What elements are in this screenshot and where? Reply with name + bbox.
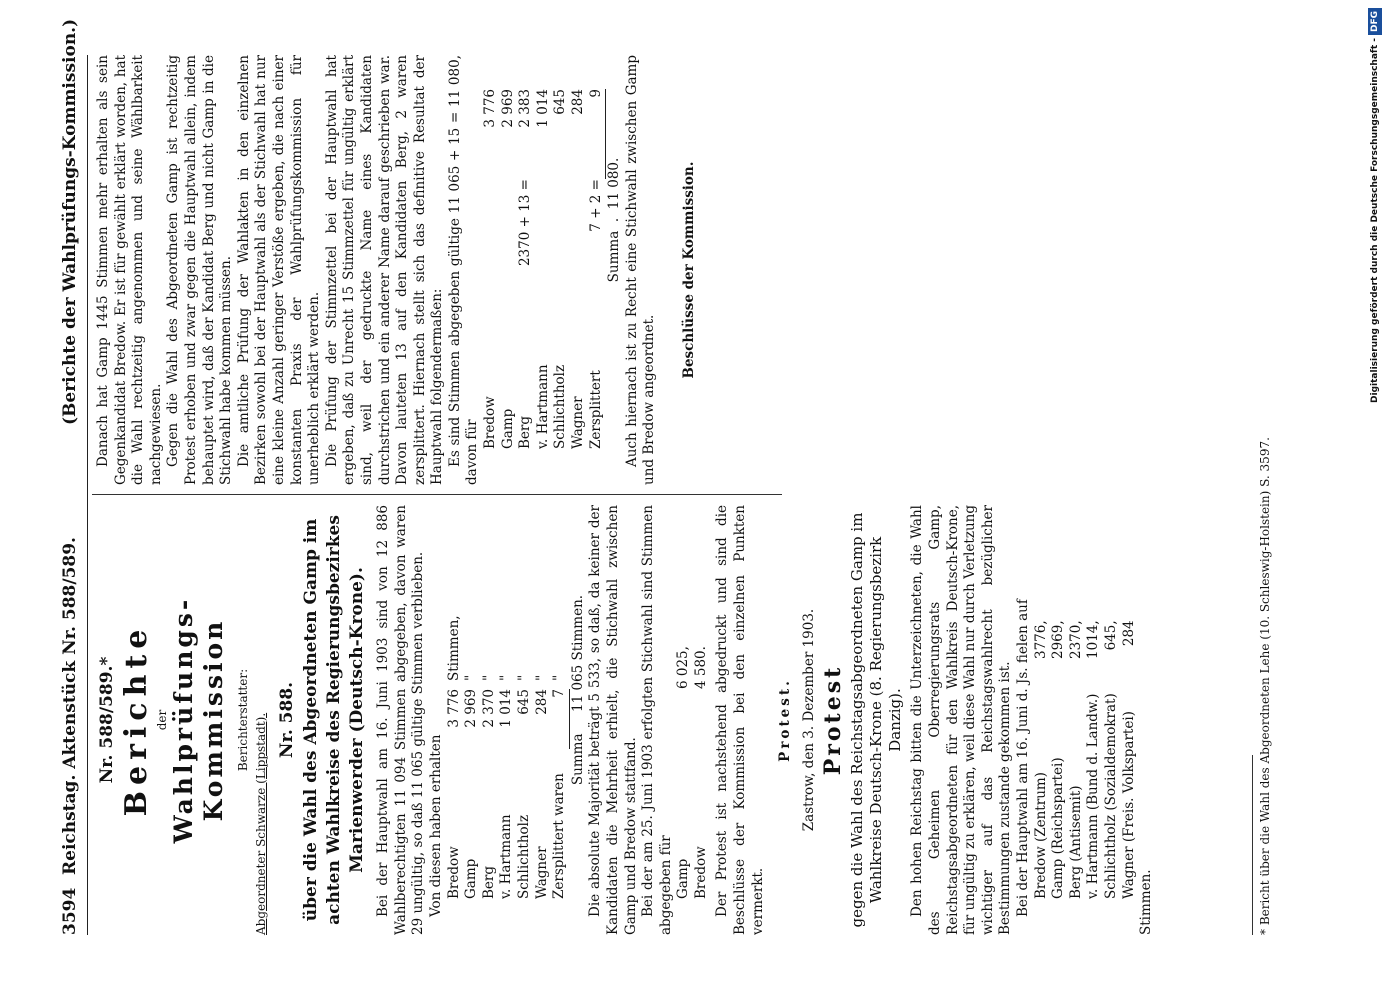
runoff-table <box>675 646 710 899</box>
commission-title: Wahlprüfungs-Kommission <box>169 596 228 844</box>
vote2-value: 2969, <box>1050 620 1067 659</box>
table-row <box>1068 620 1086 899</box>
stimmen-word: Stimmen. <box>1138 869 1155 935</box>
right-column <box>95 55 699 485</box>
vote2-name: Schlichtholz (Sozialdemokrat) <box>1102 693 1119 899</box>
table-row <box>552 89 570 449</box>
vote2-name: v. Hartmann (Bund d. Landw.) <box>1085 693 1102 899</box>
vote-unit: " <box>480 674 497 681</box>
vote3-value: 1 014 <box>534 89 551 128</box>
vote3-value: 2 969 <box>499 89 516 128</box>
table-row <box>1050 620 1068 899</box>
table-row <box>516 615 534 899</box>
vote-name: Zersplittert waren <box>551 773 568 899</box>
table-row <box>498 615 516 899</box>
beschluesse-heading: Beschlüsse der Kommission. <box>681 161 697 379</box>
paragraph-abgegeben: Es sind Stimmen abgegeben gültige 11 065 + 15 = 11 080, davon für <box>446 55 481 485</box>
vote-unit: " <box>533 674 550 681</box>
vote3-name: Gamp <box>499 408 516 449</box>
doc-number: Nr. 588/589.* <box>97 656 117 784</box>
table-row <box>675 646 693 899</box>
vote2-value: 2370, <box>1067 620 1084 659</box>
sum-label-right: Summa <box>606 230 623 283</box>
table-row <box>588 89 606 449</box>
paragraph-fielen: Bei der Hauptwahl am 16. Juni d. Js. fielen auf <box>1015 599 1031 917</box>
protest-heading: Protest. <box>777 678 794 762</box>
vote3-name: Zersplittert <box>587 370 604 449</box>
vote3-value: 9 <box>588 89 606 179</box>
table-row <box>463 615 481 899</box>
vote-unit: " <box>551 674 568 681</box>
vote3-calc <box>500 179 518 299</box>
paragraph-gegen: Gegen die Wahl des Abgeordneten Gamp ist rechtzeitig Protest erhoben und zwar gegen die Hauptwahl allein, indem behauptet wird, daß der Kandidat Berg und nicht Gamp in die Stichwahl habe kommen müssen. <box>165 55 235 485</box>
vote3-value: 284 <box>570 89 587 115</box>
vote2-value: 1014, <box>1085 620 1102 659</box>
vote-name: Berg <box>480 865 497 899</box>
vote2-name: Berg (Antisemit) <box>1067 785 1084 899</box>
paragraph-majoritaet: Die absolute Majorität beträgt 5 533, so daß, da keiner der Kandidaten die Mehrheit erhielt, die Stichwahl zwischen Gamp und Bredow stattfand. <box>587 505 639 935</box>
sum-value: 11 065 Stimmen. <box>569 594 586 713</box>
rapporteur-label: Berichterstatter: <box>236 668 250 772</box>
vote2-name: Bredow (Zentrum) <box>1032 772 1049 899</box>
vote-value: 2 370 <box>480 689 497 728</box>
subject-line: über die Wahl des Abgeordneten Gamp im achten Wahlkreise des Regierungsbezirkes Marienwerder (Deutsch-Krone). <box>301 515 368 925</box>
doc-title: Berichte <box>119 623 154 817</box>
vote-name: Bredow <box>445 846 462 899</box>
protest-subtitle: gegen die Wahl des Reichstagsabgeordneten Gamp im Wahlkreise Deutsch-Krone (8. Regierungsbezirk Danzig). <box>848 512 905 928</box>
paragraph-pruefung: Die amtliche Prüfung der Wahlakten in den einzelnen Bezirken sowohl bei der Hauptwahl als der Stichwahl hat nur eine kleine Anzahl geringer Verstöße ergeben, die nach einer konstanten Praxis der Wahlprüfungskommission für unerheblich erklärt werden. <box>235 55 323 485</box>
vote-unit: Stimmen, <box>445 615 462 681</box>
vote3-calc <box>482 179 500 299</box>
vote3-name: Berg <box>517 415 534 449</box>
vote3-value: 645 <box>552 89 569 115</box>
page-number: 3594 <box>60 887 80 935</box>
vote-unit: " <box>463 674 480 681</box>
vote3-calc <box>570 179 588 299</box>
vote2-value: 3776, <box>1032 620 1049 659</box>
rapporteur-name: Abgeordneter Schwarze (Lippstadt). <box>253 712 268 935</box>
vote2-value: 645, <box>1102 620 1119 651</box>
nr-588: Nr. 588. <box>277 681 298 759</box>
column-rule <box>92 494 782 495</box>
paragraph-danach: Danach hat Gamp 1445 Stimmen mehr erhalten als sein Gegenkandidat Bredow. Er ist für gewählt erklärt worden, hat die Wahl rechtzeitig angenommen und seine Wählbarkeit nachgewiesen. <box>95 55 164 485</box>
vote3-calc <box>552 179 570 299</box>
vote-value: 2 969 <box>463 689 480 728</box>
footnote: * Bericht über die Wahl des Abgeordneten Lehe (10. Schleswig-Holstein) S. 3597. <box>1258 437 1272 935</box>
running-header <box>60 18 82 935</box>
vote-value: 1 014 <box>498 689 515 728</box>
runoff-value: 6 025, <box>675 646 692 689</box>
paragraph-stimmzettel: Die Prüfung der Stimmzettel bei der Hauptwahl hat ergeben, daß zu Unrecht 15 Stimmzettel für ungültig erklärt sind, weil der gedruckte Name eines Kandidaten durchstrichen und ein anderer Name darauf geschrieben war. Davon lauteten 13 auf den Kandidaten Berg, 2 waren zersplittert. Hiernach stellt sich das definitive Resultat der Hauptwahl folgendermaßen: <box>323 55 446 485</box>
table-row <box>481 615 499 899</box>
table-row <box>482 89 500 449</box>
table-row <box>551 615 569 899</box>
vote-table-2 <box>1033 620 1139 899</box>
vote-value: 284 <box>533 689 550 715</box>
vote-table-1 <box>446 615 570 899</box>
sum-line-3: Summa . 11 080. <box>606 157 623 283</box>
vote3-name: Bredow <box>482 396 499 449</box>
paragraph-erhalten: Von diesen haben erhalten <box>427 734 444 917</box>
vote-name: Wagner <box>533 846 550 899</box>
table-row <box>500 89 518 449</box>
paragraph-petition: Den hohen Reichstag bitten die Unterzeichneten, die Wahl des Geheimen Oberregierungsrats Gamp, Reichstagsabgeordneten für den Wahlkreis Deutsch-Krone, für ungültig zu erklären, weil diese Wahl nur durch Verletzung wichtiger auf das Reichstagswahlrecht bezüglicher Bestimmungen zustande gekommen ist. <box>909 505 1014 935</box>
vote3-value: 3 776 <box>482 89 499 128</box>
runoff-value: 4 580. <box>692 646 709 689</box>
sum-value-right: 11 080. <box>606 157 623 210</box>
header-left: Reichstag. Aktenstück Nr. 588/589. <box>60 537 80 875</box>
vote3-name: Wagner <box>570 396 587 449</box>
table-row <box>534 615 552 899</box>
vote-value: 645 <box>515 689 532 715</box>
runoff-name: Gamp <box>675 858 692 899</box>
vote-unit: " <box>515 674 532 681</box>
table-row <box>1033 620 1051 899</box>
vote3-calc: 2370 + 13 = <box>517 179 534 267</box>
header-right: (Berichte der Wahlprüfungs-Kommission.) <box>60 18 80 425</box>
vote2-name: Gamp (Reichspartei) <box>1050 757 1067 899</box>
place-date: Zastrow, den 3. Dezember 1903. <box>800 608 817 832</box>
vote3-value: 2 383 <box>517 89 534 128</box>
paragraph-stichwahl: Bei der am 25. Juni 1903 erfolgten Stichwahl sind Stimmen abgegeben für <box>640 505 674 935</box>
table-row <box>1085 620 1103 899</box>
table-row <box>1121 620 1139 899</box>
vote3-calc <box>535 179 553 299</box>
header-rule <box>87 55 88 935</box>
table-row <box>517 89 535 449</box>
table-row <box>693 646 711 899</box>
paragraph-protest-note: Der Protest ist nachstehend abgedruckt und sind die Beschlüsse der Kommission bei den einzelnen Punkten vermerkt. <box>714 505 766 935</box>
table-row <box>535 89 553 449</box>
table-row <box>446 615 464 899</box>
dfg-logo: DFG <box>1368 8 1382 35</box>
dfg-text: Digitalisierung gefördert durch die Deutsche Forschungsgemeinschaft - <box>1370 38 1380 403</box>
vote-table-3 <box>482 89 606 449</box>
runoff-name: Bredow <box>692 846 709 899</box>
vote2-value: 284 <box>1120 620 1137 647</box>
table-row <box>570 89 588 449</box>
sum-line-1 <box>570 505 588 875</box>
vote-name: Schlichtholz <box>515 814 532 899</box>
dfg-credit <box>1368 8 1382 992</box>
paragraph-hauptwahl: Bei der Hauptwahl am 16. Juni 1903 sind von 12 886 Wahlberechtigten 11 094 Stimmen abgegeben, davon waren 29 ungültig, so daß 11 065 gültige Stimmen verblieben. <box>375 505 427 935</box>
vote3-name: Schlichtholz <box>552 364 569 449</box>
table-row <box>1103 620 1121 899</box>
left-column <box>95 505 1156 935</box>
vote2-name: Wagner (Freis. Volkspartei) <box>1120 711 1137 899</box>
paragraph-auch: Auch hiernach ist zu Recht eine Stichwahl zwischen Gamp und Bredow angeordnet. <box>623 55 658 485</box>
vote-value: 3 776 <box>445 689 462 728</box>
vote-name: v. Hartmann <box>498 814 515 899</box>
footnote-rule <box>1252 755 1253 935</box>
vote-value: 7 <box>551 689 569 749</box>
vote-name: Gamp <box>463 858 480 899</box>
vote3-calc: 7 + 2 = <box>587 179 604 232</box>
sum-label: Summa <box>569 733 586 786</box>
vote3-name: v. Hartmann <box>534 364 551 449</box>
der-word: der <box>155 709 169 731</box>
vote-unit: " <box>498 674 515 681</box>
protest-title: Protest <box>820 664 847 776</box>
